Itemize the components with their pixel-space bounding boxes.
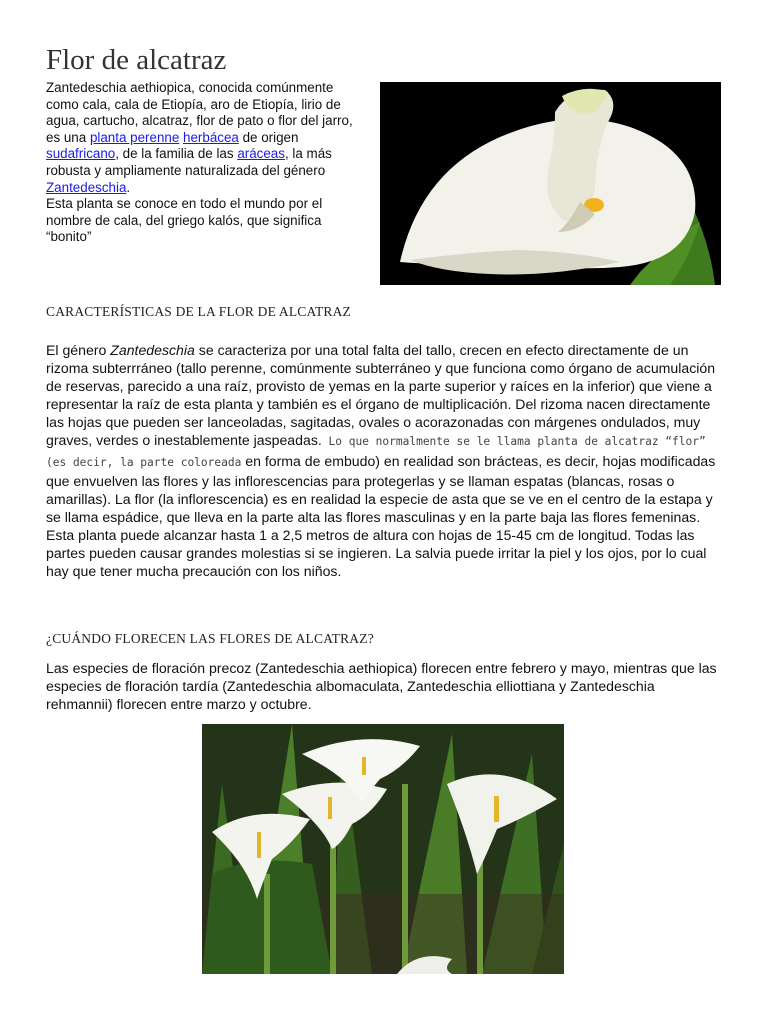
section-heading-caracteristicas: CARACTERÍSTICAS DE LA FLOR DE ALCATRAZ [46,304,351,319]
link-planta-perenne[interactable]: planta perenne [89,129,180,145]
link-sudafricano[interactable]: sudafricano [46,146,116,162]
link-zantedeschia[interactable]: Zantedeschia [46,179,127,195]
intro-paragraph: Zantedeschia aethiopica, conocida comúnmente como cala, cala de Etiopía, aro de Etiopía, lirio de agua, cartucho, alcatraz, flor de pato o flor del jarro, es una planta perenne herbácea de origen sudafricano, de la familia de las aráceas, la más robusta y ampliamente naturalizada del género Zantedeschia. Esta planta se conoce en todo el mundo por el nombre de cala, del griego kalós, que significa “bonito” [46,80,353,245]
link-herbacea[interactable]: herbácea [183,129,239,145]
caracteristicas-paragraph: El género Zantedeschia se caracteriza por una total falta del tallo, crecen en efecto directamente de un rizoma subterrráneo (tallo perenne, comúnmente subterráneo y que funciona como órgano de acumulación de reservas, parecido a una raíz, provisto de yemas en la parte superior y raíces en la inferior) que viene a representar la raíz de esta planta y también es el órgano de multiplicación. Del rizoma nacen directamente las hojas que pueden ser lanceoladas, sagitadas, ovales o acorazonadas con márgenes ondulados, muy graves, verdes o inestablemente jaspeadas. Lo que normalmente se le llama planta de alcatraz “flor” (es decir, la parte coloreada en forma de embudo) en realidad son brácteas, es decir, hojas modificadas que envuelven las flores y las inflorescencias para protegerlas y se llaman espatas (blancas, rosas o amarillas). La flor (la inflorescencia) es en realidad la especie de asta que se ve en el centro de la estapa y se llama espádice, que lleva en la parte alta las flores masculinas y en la parte baja las flores femeninas. Esta planta puede alcanzar hasta 1 a 2,5 metros de altura con hojas de 15-45 cm de longitud. Todas las partes pueden causar grandes molestias si se ingieren. La salvia puede irritar la piel y los ojos, por lo cual hay que tener mucha precaución con los niños. [46,342,716,580]
calla-lily-closeup-photo [380,82,721,285]
link-araceas[interactable]: aráceas [237,146,285,162]
page-title: Flor de alcatraz [46,44,227,76]
calla-lilies-garden-photo [202,724,564,974]
section-heading-cuando-florecen: ¿CUÁNDO FLORECEN LAS FLORES DE ALCATRAZ? [46,631,374,646]
cuando-florecen-paragraph: Las especies de floración precoz (Zantedeschia aethiopica) florecen entre febrero y mayo, mientras que las especies de floración tardía (Zantedeschia albomaculata, Zantedeschia elliottiana y Zantedeschia rehmannii) florecen entre marzo y octubre. [46,660,717,713]
